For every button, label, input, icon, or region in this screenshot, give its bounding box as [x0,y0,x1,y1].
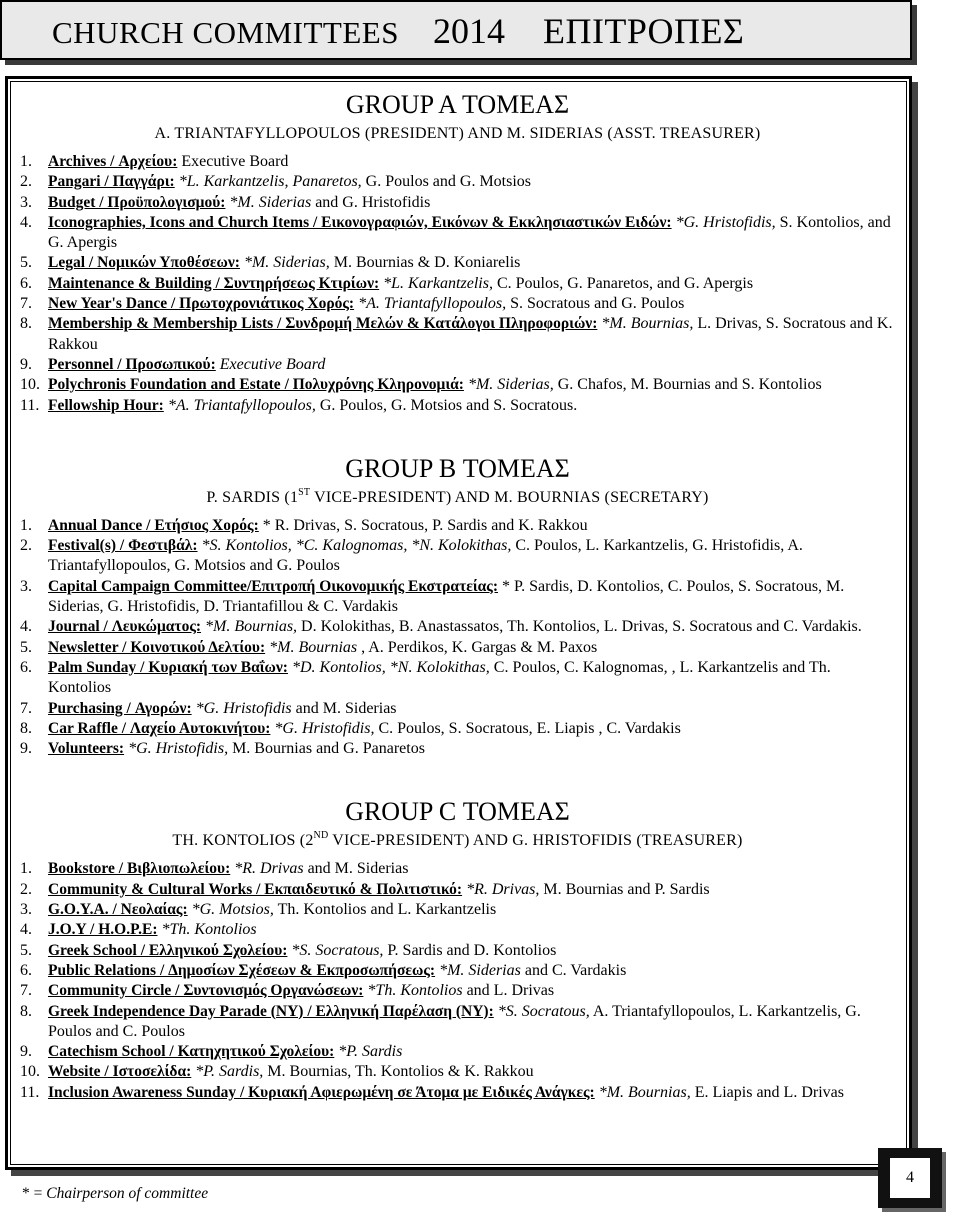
item-body [48,638,895,658]
page-number-box [878,1148,942,1208]
subtitle-text-end: VICE-PRESIDENT) AND G. HRISTOFIDIS (TREASURER) [328,832,743,850]
chairperson: *L. Karkantzelis, [383,274,493,292]
committees-box [5,76,912,1170]
item-body [48,617,895,637]
page-year: 2014 [432,11,505,51]
committee-name: Greek Independence Day Parade (NY) / Ελληνική Παρέλαση (NY): [48,1002,494,1020]
footer-note [22,1184,208,1204]
chairperson: *M. Bournias, [205,618,298,636]
committee-item [20,1062,895,1082]
item-body [48,941,895,961]
committee-name: G.O.Y.A. / Νεολαίας: [48,901,188,919]
committee-item [20,739,895,759]
item-number: 6. [20,658,32,676]
item-body [48,699,895,719]
chairperson: *G. Motsios, [191,901,274,919]
committee-name: Annual Dance / Ετήσιος Χορός: [48,516,259,534]
item-number: 1. [20,516,32,534]
committee-item [20,577,895,618]
group-b [20,453,895,760]
subtitle-superscript: ST [298,486,311,498]
chairperson: *M. Siderias [439,961,521,979]
group-c [20,796,895,1103]
chairperson: *D. Kontolios, *N. Kolokithas, [291,658,490,676]
committee-members: M. Bournias & D. Koniarelis [333,254,521,272]
item-body [48,274,895,294]
item-body [48,294,895,314]
committee-members: G. Poulos, G. Motsios and S. Socratous. [319,396,578,414]
item-number: 4. [20,921,32,939]
committee-item [20,900,895,920]
item-body [48,658,895,699]
item-number: 6. [20,961,32,979]
page-title: CHURCH COMMITTEES [52,15,399,50]
committee-item [20,152,895,172]
item-body [48,516,895,536]
committee-name: Fellowship Hour: [48,396,164,414]
subtitle-text: TH. KONTOLIOS (2 [172,832,314,850]
committee-members: P. Sardis and D. Kontolios [387,941,557,959]
page-number: 4 [890,1158,930,1198]
committee-members: C. Poulos, C. Kalognomas, , L. Karkantzelis and Th. Kontolios [48,658,831,697]
committee-name: Iconographies, Icons and Church Items / Εικονογραφιών, Εικόνων & Εκκλησιαστικών Ειδών: [48,213,672,231]
committee-members: M. Bournias and G. Panaretos [232,740,425,758]
item-number: 10. [20,376,40,394]
chairperson: *A. Triantafyllopoulos, [167,396,316,414]
group-subtitle [20,121,895,147]
committee-item [20,941,895,961]
item-body [48,577,895,618]
chairperson: *Th. Kontolios [367,982,463,1000]
committee-list [20,859,895,1103]
committee-name: Personnel / Προσωπικού: [48,355,216,373]
item-number: 10. [20,1063,40,1081]
chairperson: *Th. Kontolios [161,921,257,939]
committee-item [20,920,895,940]
page-header [0,0,912,60]
item-body [48,152,895,172]
committee-members: S. Kontolios, and G. Apergis [48,213,891,252]
committee-name: Greek School / Ελληνικού Σχολείου: [48,941,288,959]
chairperson: *P. Sardis, [195,1063,264,1081]
item-number: 4. [20,618,32,636]
committee-item [20,961,895,981]
chairperson: *S. Kontolios, *C. Kalognomas, *N. Kolokithas, [201,537,512,555]
chairperson: *G. Hristofidis, [675,213,776,231]
committee-name: Bookstore / Βιβλιοπωλείου: [48,860,231,878]
chairperson: *R. Drivas [234,860,304,878]
committee-item [20,719,895,739]
item-number: 2. [20,880,32,898]
committee-item [20,314,895,355]
committee-members: C. Poulos, L. Karkantzelis, G. Hristofidis, A. Triantafyllopoulos, G. Motsios and G. Poulos [48,537,803,575]
committee-members: Executive Board [181,153,289,170]
chairperson: *S. Socratous, [291,941,384,959]
committee-item [20,981,895,1001]
committee-item [20,1083,895,1103]
committee-members: S. Socratous and G. Poulos [510,295,685,313]
item-number: 9. [20,355,32,373]
committee-item [20,699,895,719]
item-body [48,193,895,213]
item-body [48,920,895,940]
committee-item [20,375,895,395]
item-number: 2. [20,173,32,191]
committee-members: M. Bournias and P. Sardis [543,880,710,898]
chairperson: *M. Bournias, [598,1083,691,1101]
committee-item [20,396,895,416]
item-number: 8. [20,1002,32,1020]
group-heading: GROUP B ΤΟΜΕΑΣ [345,453,570,483]
group-subtitle [20,828,895,854]
committee-item [20,274,895,294]
subtitle-superscript: ND [313,830,329,842]
item-number: 8. [20,719,32,737]
committee-name: Budget / Προϋπολογισμού: [48,193,226,211]
committee-item [20,658,895,699]
committee-name: Membership & Membership Lists / Συνδρομή Μελών & Κατάλογοι Πληροφοριών: [48,315,598,333]
group-heading: GROUP A ΤΟΜΕΑΣ [345,90,570,119]
committee-item [20,516,895,536]
committee-name: J.O.Y / H.O.P.E: [48,921,158,939]
item-number: 9. [20,740,32,758]
chairperson: *M. Siderias, [467,376,554,394]
item-number: 4. [20,213,32,231]
committee-item [20,172,895,192]
item-body [48,961,895,981]
item-number: 9. [20,1043,32,1061]
committee-members: and M. Siderias [295,699,397,717]
committee-name: Archives / Αρχείου: [48,153,178,170]
committee-item [20,880,895,900]
item-body [48,355,895,375]
committee-members: * P. Sardis, D. Kontolios, C. Poulos, S. Socratous, M. Siderias, G. Hristofidis, D. Triantafillou & C. Vardakis [48,577,845,616]
committee-name: Inclusion Awareness Sunday / Κυριακή Αφιερωμένη σε Άτομα με Ειδικές Ανάγκες: [48,1083,595,1101]
committee-members: and L. Drivas [466,982,555,1000]
committee-item [20,355,895,375]
committee-item [20,638,895,658]
chairperson: *G. Hristofidis, [128,740,229,758]
committee-name: Website / Ιστοσελίδα: [48,1063,192,1081]
committee-members: , A. Perdikos, K. Gargas & M. Paxos [361,638,598,656]
committee-item [20,1002,895,1043]
committee-name: Car Raffle / Λαχείο Αυτοκινήτου: [48,719,271,737]
committee-name: Polychronis Foundation and Estate / Πολυχρόνης Κληρονομιά: [48,376,464,394]
item-number: 3. [20,901,32,919]
item-body [48,213,895,254]
committee-item [20,193,895,213]
chairperson: *M. Bournias, [601,315,694,333]
committee-members: and C. Vardakis [524,961,627,979]
committee-item [20,253,895,273]
item-body [48,900,895,920]
committee-members: and G. Hristofidis [315,193,431,211]
chairperson: *P. Sardis [338,1043,403,1061]
item-number: 5. [20,254,32,272]
chairperson: *A. Triantafyllopoulos, [358,295,507,313]
committee-members: L. Drivas, S. Socratous and K. Rakkou [48,315,893,353]
committee-name: Community Circle / Συντονισμός Οργανώσεων: [48,982,364,1000]
item-number: 11. [20,396,40,414]
committee-name: Capital Campaign Committee/Επιτροπή Οικονομικής Εκστρατείας: [48,577,498,595]
item-body [48,1083,895,1103]
committee-name: Maintenance & Building / Συντηρήσεως Κτιρίων: [48,274,380,292]
chairperson: *M. Siderias [229,193,312,211]
committee-name: Volunteers: [48,740,125,758]
item-body [48,1002,895,1043]
chairperson: *G. Hristofidis [195,699,292,717]
item-body [48,253,895,273]
committee-members: C. Poulos, G. Panaretos, and G. Apergis [496,274,754,292]
item-body [48,1042,895,1062]
committee-item [20,617,895,637]
committee-name: Festival(s) / Φεστιβάλ: [48,537,198,555]
item-number: 2. [20,537,32,555]
item-number: 3. [20,193,32,211]
item-body [48,396,895,416]
committee-name: Palm Sunday / Κυριακή των Βαΐων: [48,658,288,676]
committee-list [20,152,895,416]
committee-members: D. Kolokithas, B. Anastassatos, Th. Kontolios, L. Drivas, S. Socratous and C. Vardakis. [301,618,862,636]
committee-name: Catechism School / Κατηχητικού Σχολείου: [48,1043,335,1061]
chairperson: *M. Bournias [269,638,358,656]
footer-marker: * = [22,1185,43,1202]
group-a [20,89,895,416]
chairperson: *S. Socratous, [497,1002,590,1020]
item-body [48,172,895,192]
committee-members: C. Poulos, S. Socratous, E. Liapis , C. Vardakis [378,719,681,737]
item-number: 8. [20,315,32,333]
committee-name: New Year's Dance / Πρωτοχρονιάτικος Χορός: [48,295,355,313]
committee-list [20,516,895,760]
item-number: 6. [20,274,32,292]
item-body [48,739,895,759]
committee-name: Public Relations / Δημοσίων Σχέσεων & Εκπροσωπήσεως: [48,961,436,979]
committee-members: and M. Siderias [307,860,409,878]
item-number: 7. [20,982,32,1000]
committee-item [20,859,895,879]
committee-item [20,213,895,254]
chairperson: *M. Siderias, [243,254,330,272]
item-body [48,536,895,577]
committee-item [20,294,895,314]
item-body [48,719,895,739]
chairperson: *L. Karkantzelis, Panaretos, [178,173,362,191]
committee-name: Community & Cultural Works / Εκπαιδευτικό & Πολιτιστικό: [48,880,463,898]
subtitle-text: A. TRIANTAFYLLOPOULOS (PRESIDENT) AND M. SIDERIAS (ASST. TREASURER) [154,125,761,142]
committee-item [20,536,895,577]
group-subtitle [20,485,895,511]
chairperson: *R. Drivas, [466,880,540,898]
group-heading: GROUP C ΤΟΜΕΑΣ [345,797,570,827]
committee-name: Newsletter / Κοινοτικού Δελτίου: [48,638,266,656]
committee-name: Journal / Λευκώματος: [48,618,202,636]
item-body [48,859,895,879]
committee-name: Purchasing / Αγορών: [48,699,192,717]
committee-members: A. Triantafyllopoulos, L. Karkantzelis, G. Poulos and C. Poulos [48,1002,861,1040]
item-number: 1. [20,860,32,878]
committee-item [20,1042,895,1062]
committee-members: Th. Kontolios and L. Karkantzelis [277,901,497,919]
item-body [48,981,895,1001]
footer-note-text: Chairperson of committee [46,1185,209,1202]
item-number: 5. [20,941,32,959]
committee-members: * R. Drivas, S. Socratous, P. Sardis and K. Rakkou [262,516,588,534]
item-body [48,1062,895,1082]
item-number: 7. [20,699,32,717]
chairperson: *G. Hristofidis, [274,719,375,737]
committee-name: Legal / Νομικών Υποθέσεων: [48,254,240,272]
item-body [48,314,895,355]
committee-members: G. Chafos, M. Bournias and S. Kontolios [557,376,822,394]
item-body [48,880,895,900]
item-number: 3. [20,577,32,595]
subtitle-text-end: VICE-PRESIDENT) AND M. BOURNIAS (SECRETARY) [310,488,709,506]
item-number: 11. [20,1083,40,1101]
item-number: 7. [20,295,32,313]
page-title-greek: ΕΠΙΤΡΟΠΕΣ [542,11,745,51]
committee-name: Pangari / Παγγάρι: [48,173,175,191]
chairperson: Executive Board [219,355,326,373]
committee-members: M. Bournias, Th. Kontolios & K. Rakkou [267,1063,534,1081]
item-number: 5. [20,638,32,656]
item-body [48,375,895,395]
subtitle-text: P. SARDIS (1 [206,488,299,506]
committee-members: E. Liapis and L. Drivas [694,1083,844,1101]
committee-members: G. Poulos and G. Motsios [365,173,532,191]
item-number: 1. [20,153,32,170]
